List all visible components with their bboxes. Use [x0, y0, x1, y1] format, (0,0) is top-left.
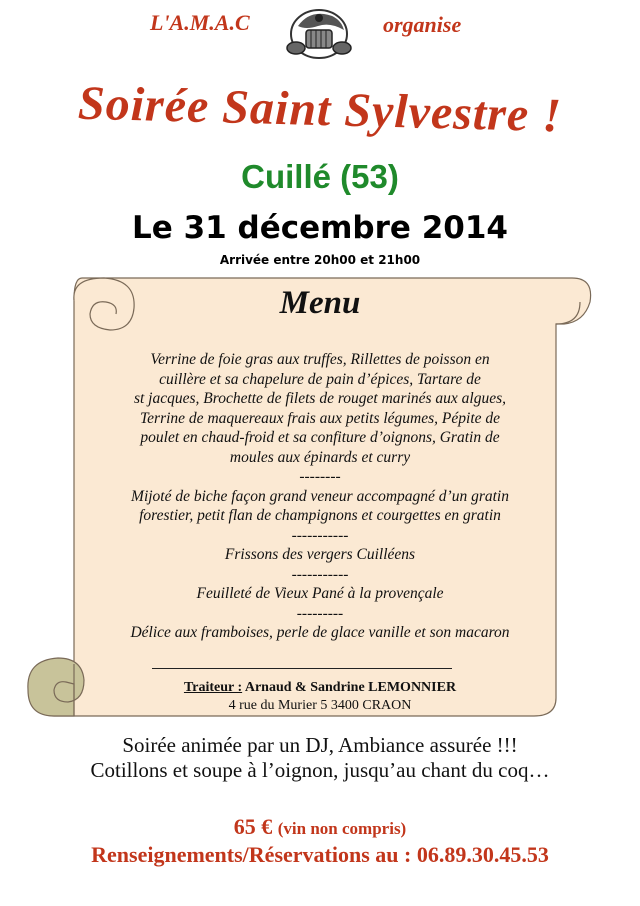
menu-line: moules aux épinards et curry	[229, 448, 411, 466]
menu-separator: -----------	[291, 565, 349, 583]
menu-line: forestier, petit flan de champignons et courgettes en gratin	[139, 507, 501, 524]
menu-line: poulet en chaud-froid et sa confiture d’oignons, Gratin de	[140, 429, 500, 446]
menu-separator: -----------	[291, 526, 349, 544]
ambiance-line-2: Cotillons et soupe à l’oignon, jusqu’au chant du coq…	[90, 758, 550, 782]
menu-line: Délice aux framboises, perle de glace vanille et son macaron	[130, 624, 510, 641]
price-note: (vin non compris)	[277, 819, 407, 838]
event-date: Le 31 décembre 2014	[132, 210, 508, 246]
menu-line: Verrine de foie gras aux truffes, Rillettes de poisson en	[150, 351, 490, 368]
menu-line: Frissons des vergers Cuilléens	[224, 546, 416, 563]
caterer-address: 4 rue du Murier 5 3400 CRAON	[228, 698, 412, 713]
ambiance-line-1: Soirée animée par un DJ, Ambiance assurée !!!	[122, 733, 518, 757]
price	[0, 814, 640, 840]
caterer-label: Traiteur :	[183, 680, 243, 695]
menu-line: st jacques, Brochette de filets de rouget marinés aux algues,	[133, 390, 507, 407]
menu-separator: ---------	[296, 604, 344, 622]
caterer	[0, 680, 640, 696]
menu-separator: --------	[299, 468, 341, 485]
menu-title: Menu	[279, 285, 361, 321]
contact-info: Renseignements/Réservations au : 06.89.30.45.53	[91, 842, 549, 867]
menu-divider-rule	[152, 668, 452, 669]
menu-body	[95, 350, 545, 643]
organizer-name: L'A.M.A.C	[150, 10, 250, 35]
menu-line: Feuilleté de Vieux Pané à la provençale	[196, 585, 444, 602]
event-title: Soirée Saint Sylvestre !	[77, 76, 563, 143]
arrival-time: Arrivée entre 20h00 et 21h00	[219, 253, 421, 267]
event-city: Cuillé (53)	[241, 158, 399, 195]
caterer-name: Arnaud & Sandrine LEMONNIER	[244, 680, 457, 695]
ambiance-text	[0, 733, 640, 783]
organise-text: organise	[383, 12, 462, 37]
menu-line: cuillère et sa chapelure de pain d’épices, Tartare de	[159, 370, 481, 388]
menu-line: Mijoté de biche façon grand veneur accompagné d’un gratin	[131, 487, 509, 505]
menu-line: Terrine de maquereaux frais aux petits légumes, Pépite de	[139, 409, 501, 427]
price-amount: 65 €	[233, 814, 273, 839]
accordion-player-icon	[278, 4, 360, 62]
